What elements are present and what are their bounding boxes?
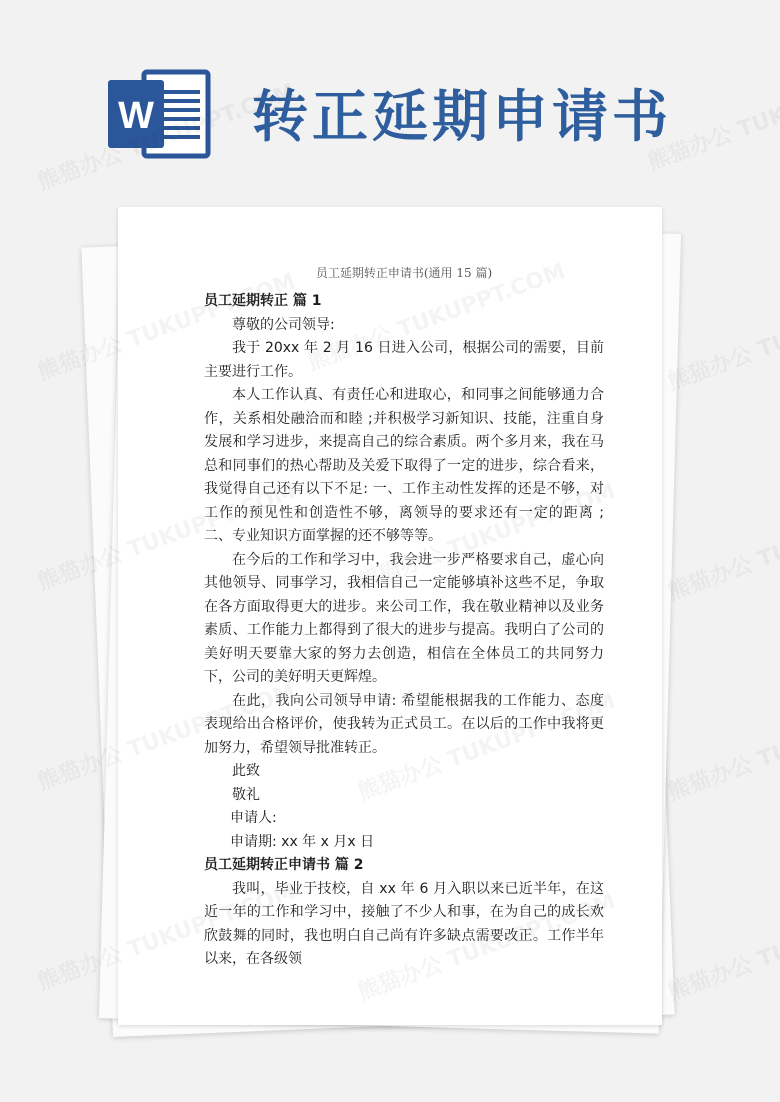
watermark [663,274,780,396]
body-paragraph: 我于 20xx 年 2 月 16 日进入公司，根据公司的需要，目前主要进行工作。 [204,340,604,380]
greeting: 尊敬的公司领导: [232,316,335,333]
applicant-line: 申请人: [230,810,277,826]
watermark [663,484,780,606]
body-paragraph: 本人工作认真、有责任心和进取心，和同事之间能够通力合作，关系相处融洽而和睦 ;并积极学习新知识、技能，注重自身发展和学习进步，来提高自己的综合素质。两个多月来，我在马总和同事们的热心帮助及关爱下取得了一定的进步，综合看来，我觉得自己还有以下不足: 一、工作主动性发挥的还是不够，对工作的预见性和创造性不够，离领导的要求还有一定的距离 ;二、专业知识方面掌握的还不够等等。 [204,387,604,544]
word-icon [108,68,214,160]
date-line: 申请期: xx 年 x 月x 日 [230,833,375,850]
body-paragraph: 我叫，毕业于技校，自 xx 年 6 月入职以来已近半年，在这近一年的工作和学习中，接触了不少人和事，在为自己的成长欢欣鼓舞的同时，我也明白自己尚有许多缺点需要改正。工作半年以来，在各级领 [204,880,604,967]
banner [0,0,780,200]
watermark [663,884,780,1006]
section-heading: 员工延期转正 篇 1 [204,293,322,309]
document-body [204,262,604,972]
banner-title: 转正延期申请书 [252,84,672,150]
body-paragraph: 在此，我向公司领导申请: 希望能根据我的工作能力、态度表现给出合格评价，使我转为正式员工。在以后的工作中我将更加努力，希望领导批准转正。 [204,692,604,756]
watermark [663,684,780,806]
closing-line: 敬礼 [232,786,260,803]
closing-line: 此致 [232,763,260,779]
document-title: 员工延期转正申请书(通用 15 篇) [315,266,493,280]
section-heading: 员工延期转正申请书 篇 2 [204,857,364,873]
body-paragraph: 在今后的工作和学习中，我会进一步严格要求自己，虚心向其他领导、同事学习，我相信自己一定能够填补这些不足，争取在各方面取得更大的进步。来公司工作，我在敬业精神以及业务素质、工作能力上都得到了很大的进步与提高。我明白了公司的美好明天要靠大家的努力去创造，相信在全体员工的共同努力下，公司的美好明天更辉煌。 [204,551,604,685]
svg-text:W: W [118,95,154,137]
